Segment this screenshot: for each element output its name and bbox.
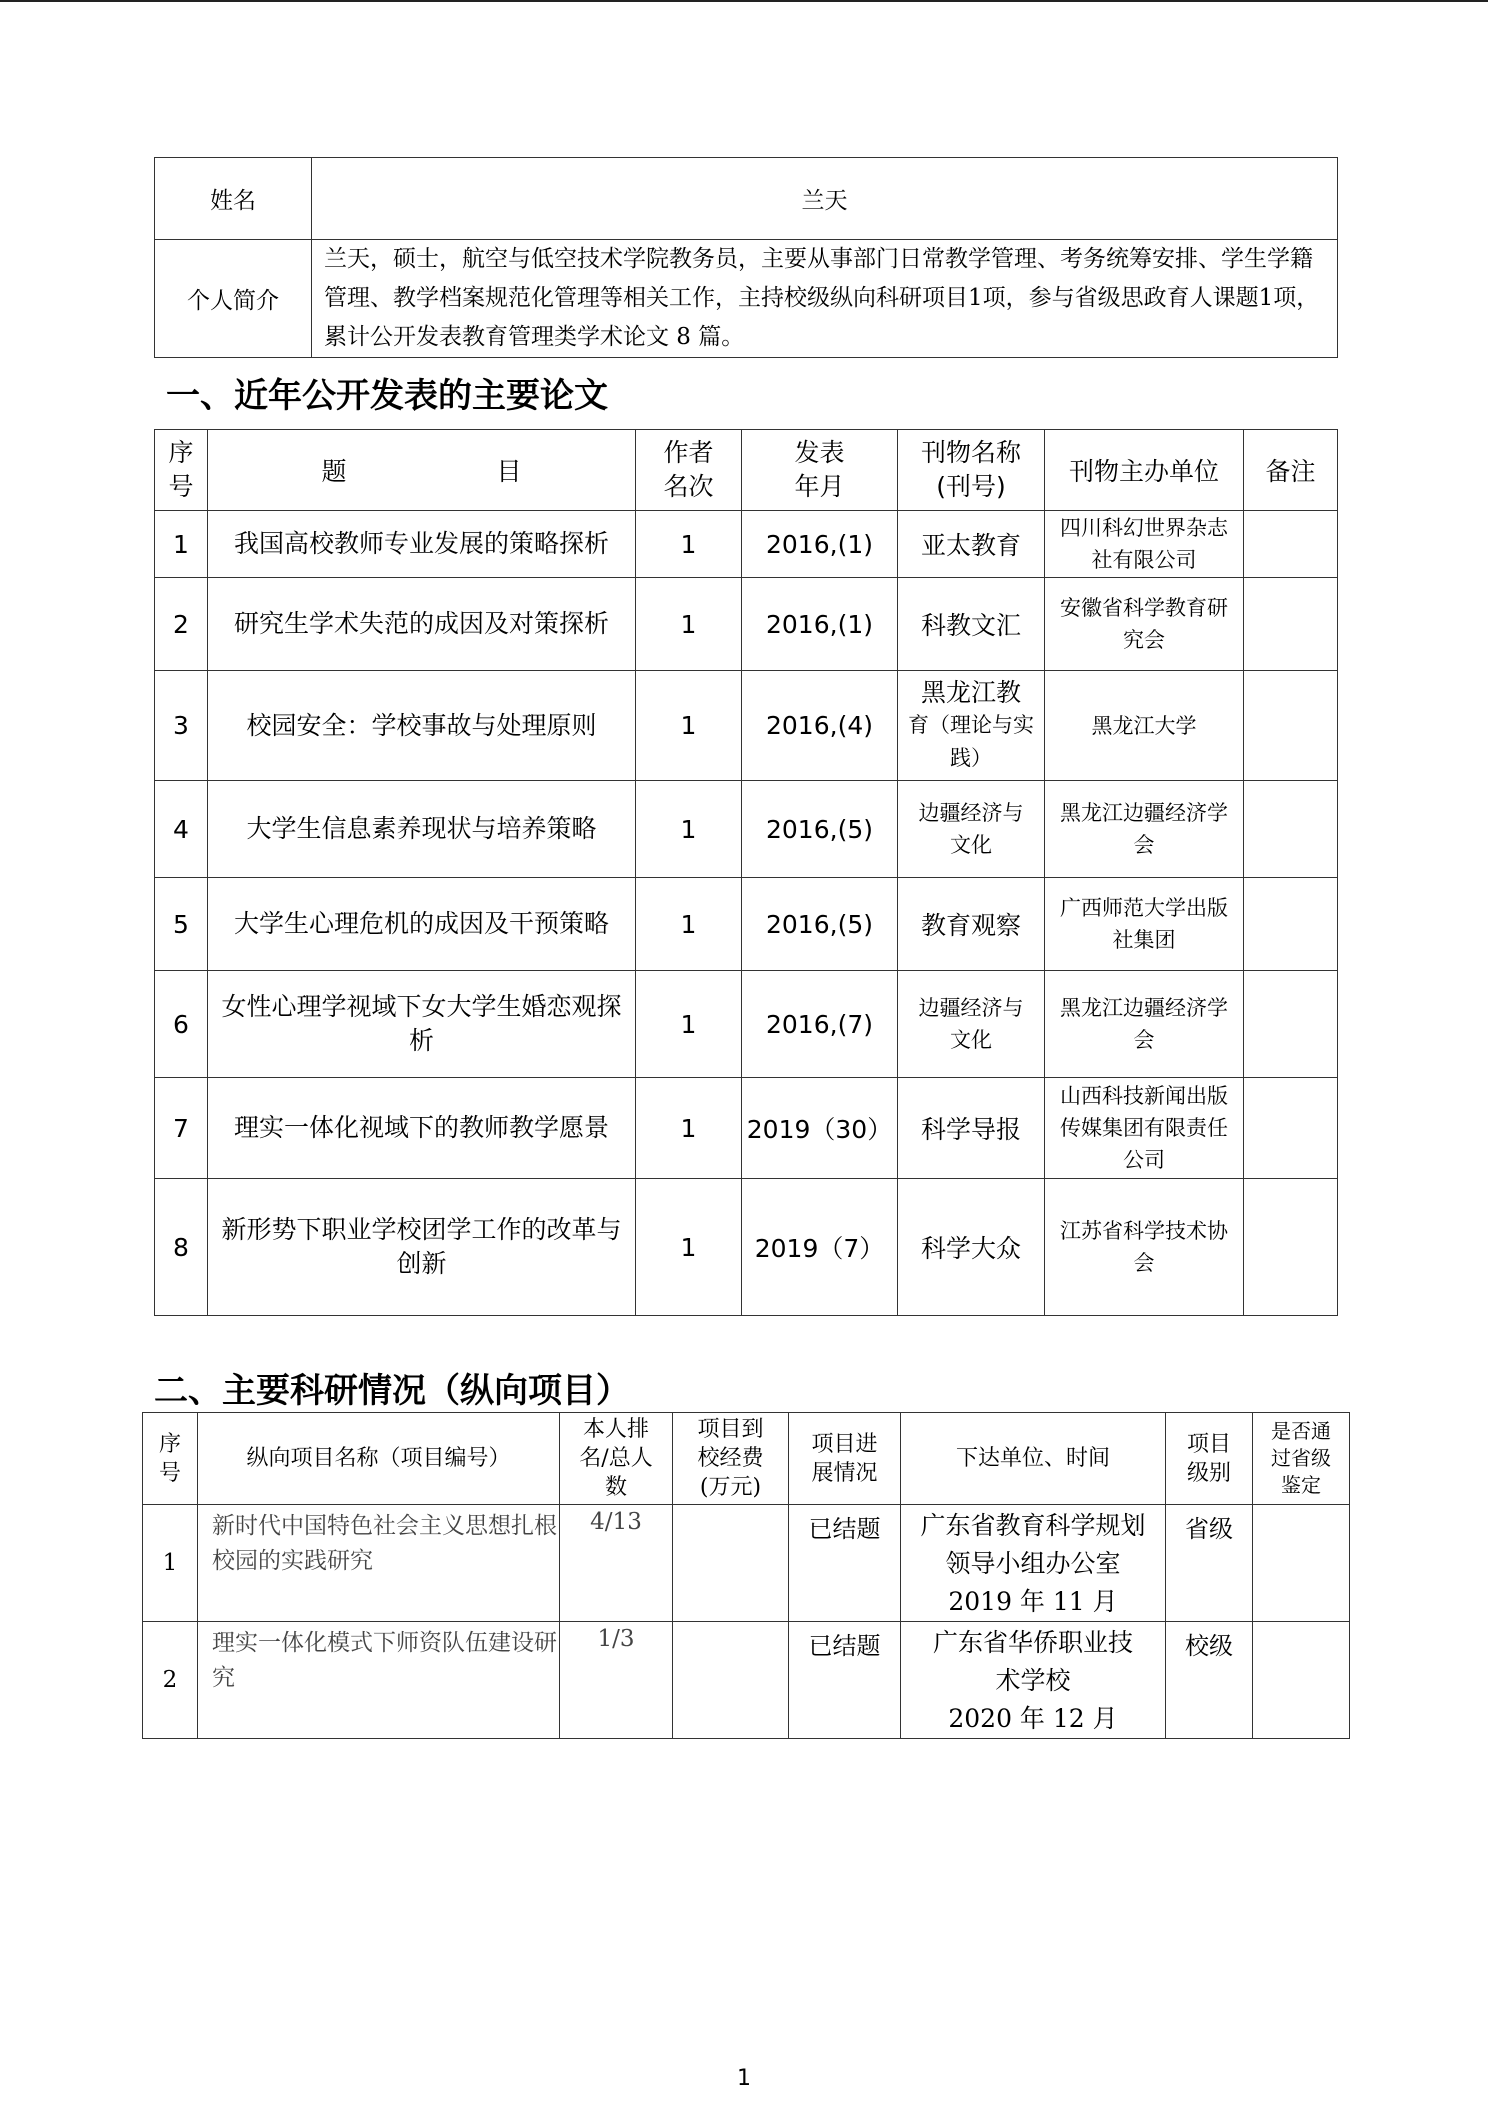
proj-col-unit-header: 下达单位、时间 (901, 1413, 1166, 1505)
col-no-header: 序号 (155, 430, 208, 511)
row-note (1244, 971, 1338, 1078)
row-note (1244, 1179, 1338, 1316)
row-date: 2016,(7) (742, 971, 898, 1078)
proj-row-level: 校级 (1166, 1622, 1253, 1739)
table-row (155, 971, 1338, 1078)
table-row (155, 1078, 1338, 1179)
projects-table (142, 1412, 1350, 1739)
row-note (1244, 1078, 1338, 1179)
row-no: 5 (155, 878, 208, 971)
profile-bio-row (155, 240, 1338, 358)
bio-text: 兰天，硕士，航空与低空技术学院教务员，主要从事部门日常教学管理、考务统筹安排、学生学籍管理、教学档案规范化管理等相关工作，主持校级纵向科研项目1项，参与省级思政育人课题1项，累计公开发表教育管理类学术论文 8 篇。 (312, 240, 1338, 358)
section2-heading: 二、主要科研情况（纵向项目） (154, 1371, 630, 1411)
row-date: 2016,(1) (742, 578, 898, 671)
proj-row-funds (673, 1622, 789, 1739)
top-border-line (0, 0, 1488, 2)
row-org: 黑龙江边疆经济学会 (1045, 781, 1244, 878)
proj-row-unit-time: 2019 年 11 月 (948, 1587, 1118, 1616)
row-journal: 教育观察 (898, 878, 1045, 971)
row-title: 新形势下职业学校团学工作的改革与创新 (208, 1179, 636, 1316)
row-date: 2016,(5) (742, 781, 898, 878)
row-no: 4 (155, 781, 208, 878)
row-no: 1 (155, 511, 208, 578)
proj-row-name: 新时代中国特色社会主义思想扎根校园的实践研究 (198, 1505, 560, 1622)
row-note (1244, 511, 1338, 578)
projects-header-row (143, 1413, 1350, 1505)
row-journal: 科学大众 (898, 1179, 1045, 1316)
row-rank: 1 (636, 781, 742, 878)
row-title: 校园安全：学校事故与处理原则 (208, 671, 636, 781)
proj-row-progress: 已结题 (789, 1505, 901, 1622)
row-note (1244, 781, 1338, 878)
profile-table (154, 157, 1338, 358)
table-row (155, 511, 1338, 578)
row-journal: 科教文汇 (898, 578, 1045, 671)
row-note (1244, 671, 1338, 781)
row-date: 2019（30） (742, 1078, 898, 1179)
row-date: 2016,(1) (742, 511, 898, 578)
row-no: 8 (155, 1179, 208, 1316)
table-row (155, 578, 1338, 671)
row-title: 理实一体化视域下的教师教学愿景 (208, 1078, 636, 1179)
bio-label: 个人简介 (155, 240, 312, 358)
proj-col-appraisal-header: 是否通过省级鉴定 (1253, 1413, 1350, 1505)
row-org: 四川科幻世界杂志社有限公司 (1045, 511, 1244, 578)
proj-col-rank-header: 本人排名/总人数 (560, 1413, 673, 1505)
row-note (1244, 578, 1338, 671)
row-journal: 科学导报 (898, 1078, 1045, 1179)
proj-row-funds (673, 1505, 789, 1622)
proj-row-rank: 4/13 (560, 1505, 673, 1622)
row-rank: 1 (636, 671, 742, 781)
proj-row-unit (901, 1505, 1166, 1622)
row-note (1244, 878, 1338, 971)
proj-row-appraisal (1253, 1622, 1350, 1739)
proj-col-name-header: 纵向项目名称（项目编号） (198, 1413, 560, 1505)
table-row (155, 671, 1338, 781)
row-org: 安徽省科学教育研究会 (1045, 578, 1244, 671)
proj-row-progress: 已结题 (789, 1622, 901, 1739)
row-no: 2 (155, 578, 208, 671)
proj-row-no: 2 (143, 1622, 198, 1739)
row-org: 山西科技新闻出版传媒集团有限责任公司 (1045, 1078, 1244, 1179)
table-row (155, 781, 1338, 878)
row-journal: 边疆经济与文化 (898, 971, 1045, 1078)
row-title: 研究生学术失范的成因及对策探析 (208, 578, 636, 671)
table-row (143, 1622, 1350, 1739)
col-rank-header: 作者名次 (636, 430, 742, 511)
section1-heading: 一、近年公开发表的主要论文 (166, 376, 608, 416)
row-org: 广西师范大学出版社集团 (1045, 878, 1244, 971)
col-date-header: 发表年月 (742, 430, 898, 511)
row-no: 6 (155, 971, 208, 1078)
row-date: 2016,(4) (742, 671, 898, 781)
row-journal-line1: 黑龙江教 (920, 678, 1021, 707)
row-date: 2016,(5) (742, 878, 898, 971)
proj-row-unit-name: 广东省教育科学规划领导小组办公室 (920, 1511, 1146, 1578)
papers-table (154, 429, 1338, 1316)
table-row (155, 1179, 1338, 1316)
row-rank: 1 (636, 878, 742, 971)
profile-name-row (155, 158, 1338, 240)
row-journal: 边疆经济与文化 (898, 781, 1045, 878)
proj-row-level: 省级 (1166, 1505, 1253, 1622)
proj-col-no-header: 序号 (143, 1413, 198, 1505)
row-no: 7 (155, 1078, 208, 1179)
proj-col-level-header: 项目级别 (1166, 1413, 1253, 1505)
proj-row-rank: 1/3 (560, 1622, 673, 1739)
row-org: 黑龙江边疆经济学会 (1045, 971, 1244, 1078)
row-journal (898, 671, 1045, 781)
row-title: 我国高校教师专业发展的策略探析 (208, 511, 636, 578)
row-journal: 亚太教育 (898, 511, 1045, 578)
row-title: 大学生心理危机的成因及干预策略 (208, 878, 636, 971)
col-title-header: 题 目 (208, 430, 636, 511)
row-title: 大学生信息素养现状与培养策略 (208, 781, 636, 878)
row-org: 黑龙江大学 (1045, 671, 1244, 781)
row-date: 2019（7） (742, 1179, 898, 1316)
row-no: 3 (155, 671, 208, 781)
row-rank: 1 (636, 578, 742, 671)
proj-row-unit-name: 广东省华侨职业技术学校 (932, 1628, 1133, 1695)
proj-col-funds-header: 项目到校经费(万元) (673, 1413, 789, 1505)
name-value: 兰天 (312, 158, 1338, 240)
row-rank: 1 (636, 511, 742, 578)
row-org: 江苏省科学技术协会 (1045, 1179, 1244, 1316)
proj-row-unit (901, 1622, 1166, 1739)
row-rank: 1 (636, 1179, 742, 1316)
row-journal-line2: 育（理论与实践） (908, 713, 1034, 770)
proj-row-appraisal (1253, 1505, 1350, 1622)
proj-row-name: 理实一体化模式下师资队伍建设研究 (198, 1622, 560, 1739)
col-journal-header: 刊物名称(刊号) (898, 430, 1045, 511)
proj-col-progress-header: 项目进展情况 (789, 1413, 901, 1505)
row-rank: 1 (636, 971, 742, 1078)
col-note-header: 备注 (1244, 430, 1338, 511)
page-number: 1 (737, 2066, 751, 2091)
proj-row-unit-time: 2020 年 12 月 (948, 1704, 1118, 1733)
row-rank: 1 (636, 1078, 742, 1179)
table-row (155, 878, 1338, 971)
proj-row-no: 1 (143, 1505, 198, 1622)
table-row (143, 1505, 1350, 1622)
papers-header-row (155, 430, 1338, 511)
name-label: 姓名 (155, 158, 312, 240)
row-title: 女性心理学视域下女大学生婚恋观探析 (208, 971, 636, 1078)
col-org-header: 刊物主办单位 (1045, 430, 1244, 511)
